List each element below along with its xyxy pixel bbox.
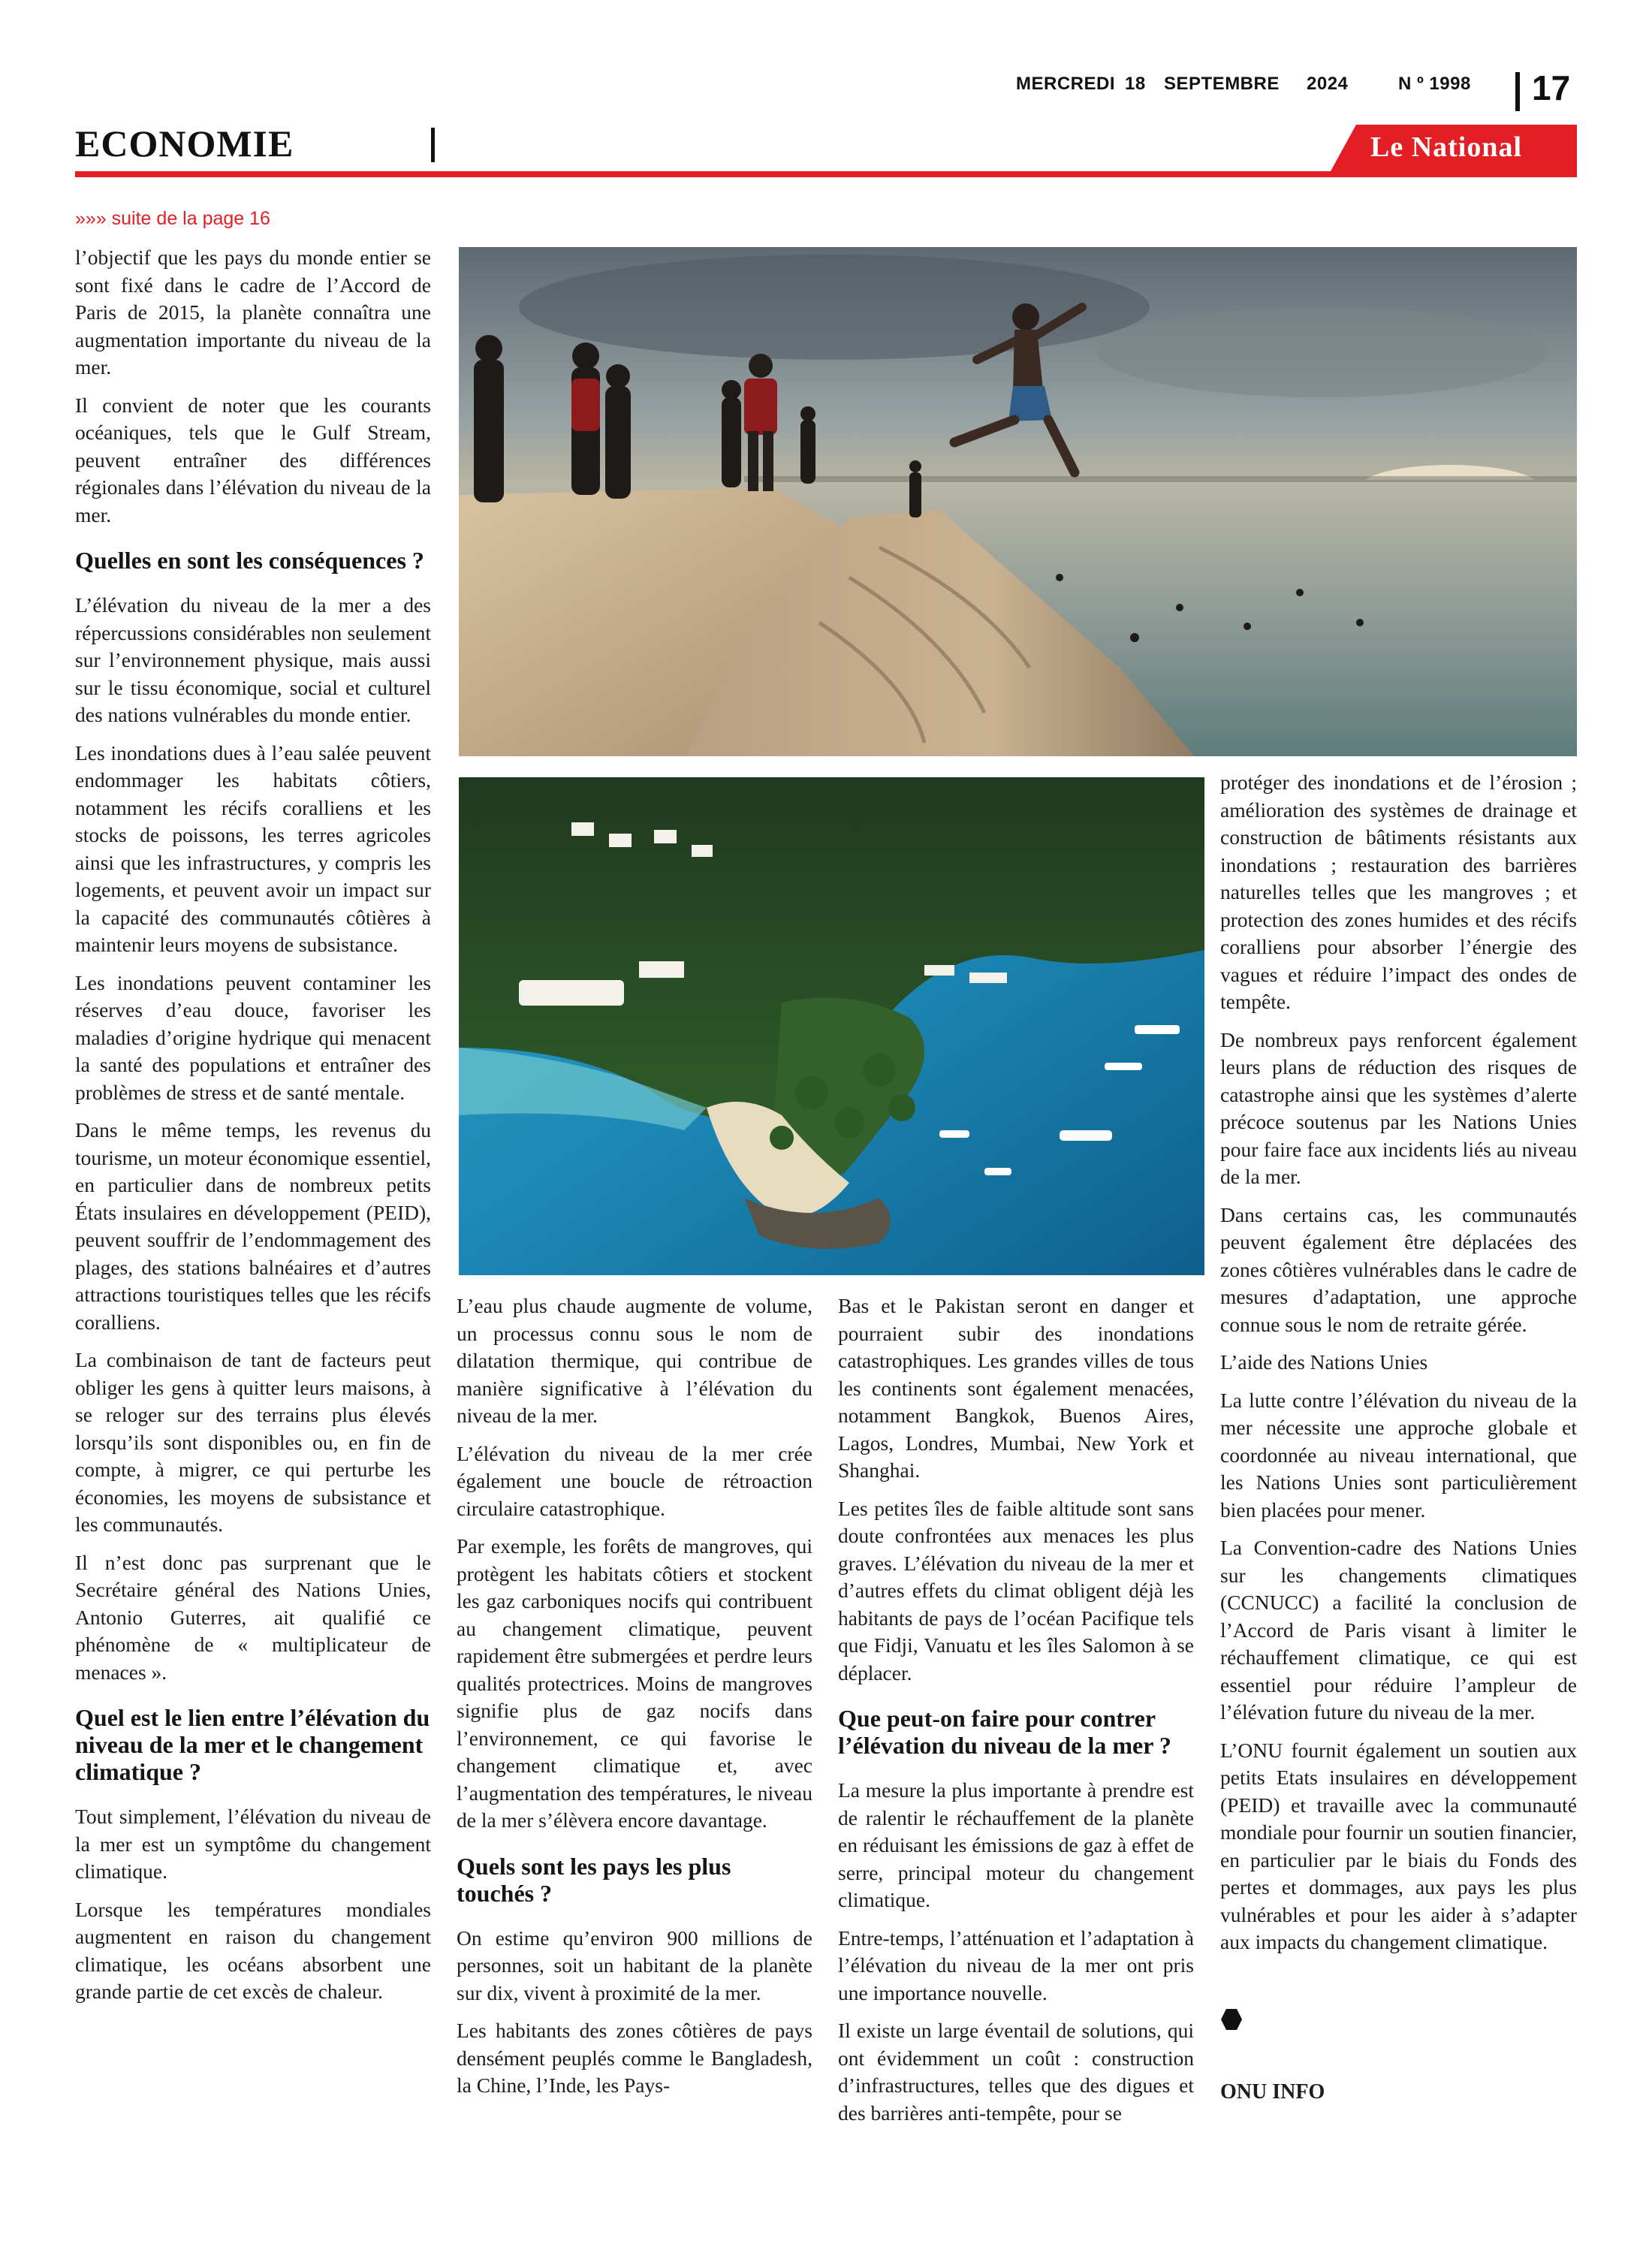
continuation-note: »»» suite de la page 16 — [75, 208, 270, 229]
date-year: 2024 — [1307, 74, 1349, 94]
subheading-consequences: Quelles en sont les conséquences ? — [75, 547, 424, 574]
date-number: 18 — [1125, 74, 1146, 94]
article-paragraph: L’élévation du niveau de la mer crée également une boucle de rétroaction circulaire catastrophique. — [457, 1441, 812, 1520]
article-paragraph: Lorsque les températures mondiales augmentent en raison du changement climatique, les océans absorbent une grande partie de cet excès de chaleur. — [75, 1897, 431, 2003]
article-paragraph: Il n’est donc pas surprenant que le Secrétaire général des Nations Unies, Antonio Guterres, ait qualifié ce phénomène de « multiplicateur de menaces ». — [75, 1550, 431, 1684]
article-paragraph: protéger des inondations et de l’érosion ; amélioration des systèmes de drainage et construction de bâtiments résistants aux inondations ; restauration des barrières naturelles telles que les mangroves ; et protection des zones humides et des récifs coralliens pour absorber l’énergie des vagues et réduire l’impact des ondes de tempête. — [1220, 771, 1577, 1013]
beach-sunset-photo — [459, 247, 1577, 756]
date-month: SEPTEMBRE — [1164, 74, 1280, 94]
brand-name: Le National — [1370, 131, 1523, 163]
article-paragraph: Entre-temps, l’atténuation et l’adaptation à l’élévation du niveau de la mer ont pris une importance nouvelle. — [838, 1926, 1194, 2004]
article-paragraph: Les petites îles de faible altitude sont sans doute confrontées aux menaces les plus graves. L’élévation du niveau de la mer et d’autres effets du climat obligent déjà les habitants de pays de l’océan Pacifique tels que Fidji, Vanuatu et les îles Salomon à se déplacer. — [838, 1496, 1194, 1684]
section-title: ECONOMIE — [75, 122, 294, 164]
article-paragraph: Les inondations dues à l’eau salée peuvent endommager les habitats côtiers, notamment les récifs coralliens et les stocks de poissons, les terres agricoles ainsi que les infrastructures, y compris les logements, et peuvent avoir un impact sur la capacité des communautés côtières à maintenir leurs moyens de subsistance. — [75, 740, 431, 956]
article-paragraph: Dans certains cas, les communautés peuvent également être déplacées des zones côtières vulnérables dans le cadre de mesures d’adaptation, une approche connue sous le nom de retraite gérée. — [1220, 1202, 1577, 1336]
date-day: MERCREDI — [1016, 74, 1116, 94]
article-paragraph: Les inondations peuvent contaminer les réserves d’eau douce, favoriser les maladies d’origine hydrique qui menacent la santé des populations et entraîner des problèmes de stress et de santé mentale. — [75, 970, 431, 1104]
island-aerial-illustration — [459, 777, 1204, 1275]
article-paragraph: On estime qu’environ 900 millions de personnes, soit un habitant de la planète sur dix, vivent à proximité de la mer. — [457, 1926, 812, 2004]
article-paragraph: Tout simplement, l’élévation du niveau de la mer est un symptôme du changement climatique. — [75, 1805, 431, 1883]
article-paragraph: L’eau plus chaude augmente de volume, un processus connu sous le nom de dilatation thermique, qui contribue de manière significative à l’élévation du niveau de la mer. — [457, 1294, 812, 1427]
article-paragraph: Les habitants des zones côtières de pays densément peuplés comme le Bangladesh, la Chine, l’Inde, les Pays- — [457, 2019, 812, 2097]
island-aerial-photo — [459, 777, 1204, 1275]
column-2 — [457, 1292, 812, 2110]
article-paragraph: De nombreux pays renforcent également leurs plans de réduction des risques de catastrophe ainsi que les systèmes d’alerte précoce soutenus par les Nations Unies pour faire face aux incidents liés au niveau de la mer. — [1220, 1027, 1577, 1188]
column-3 — [838, 1292, 1194, 2137]
subheading-what-to-do: Que peut-on faire pour contrer l’élévation du niveau de la mer ? — [838, 1705, 1171, 1759]
column-1 — [75, 244, 431, 2016]
column-4 — [1220, 769, 1577, 1967]
article-paragraph: L’ONU fournit également un soutien aux petits Etats insulaires en développement (PEID) et travaille avec la communauté mondiale pour fournir un soutien financier, en particulier par le biais du Fonds des pertes et dommages, aux pays les plus vulnérables et pour les aider à s’adapter aux impacts du changement climatique. — [1220, 1738, 1577, 1953]
article-paragraph: Dans le même temps, les revenus du tourisme, un moteur économique essentiel, en particulier dans de nombreux petits États insulaires en développement (PEID), peuvent souffrir de l’endommagement des plages, des stations balnéaires et d’autres attractions touristiques telles que les récifs coralliens. — [75, 1118, 431, 1334]
issue-number: N º 1998 — [1398, 74, 1471, 94]
article-paragraph: L’élévation du niveau de la mer a des répercussions considérables non seulement sur l’environnement physique, mais aussi sur le tissu économique, social et culturel des nations vulnérables du monde entier. — [75, 593, 431, 726]
article-paragraph: La Convention-cadre des Nations Unies sur les changements climatiques (CCNUCC) a facilité la conclusion de l’Accord de Paris visant à limiter le réchauffement climatique, ce qui est essentiel pour réduire l’ampleur de l’élévation future du niveau de la mer. — [1220, 1536, 1577, 1724]
end-of-article-icon — [1220, 2008, 1243, 2034]
page-number: 17 — [1532, 68, 1571, 107]
section-divider — [431, 128, 435, 162]
subheading-affected-countries: Quels sont les pays les plus touchés ? — [457, 1852, 731, 1907]
article-paragraph: La mesure la plus importante à prendre est de ralentir le réchauffement de la planète en réduisant les émissions de gaz à effet de serre, principal moteur du changement climatique. — [838, 1778, 1194, 1911]
page-number-divider — [1515, 72, 1520, 111]
article-paragraph: Bas et le Pakistan seront en danger et pourraient subir des inondations catastrophiques. Les grandes villes de tous les continents sont également menacées, notamment Bangkok, Buenos Aires, Lagos, Londres, Mumbai, New York et Shanghai. — [838, 1294, 1194, 1482]
article-paragraph: Il existe un large éventail de solutions, qui ont évidemment un coût : construction d’infrastructures, telles que des digues et des barrières anti-tempête, pour se — [838, 2019, 1194, 2125]
article-paragraph: Par exemple, les forêts de mangroves, qui protègent les habitats côtiers et stockent les gaz carboniques nocifs qui contribuent au changement climatique, peuvent rapidement être submergées et perdre leurs qualités protectrices. Moins de mangroves signifie plus de gaz nocifs dans l’environnement, ce qui favorise le changement climatique et, avec l’augmentation des températures, le niveau de la mer s’élèvera encore davantage. — [457, 1534, 812, 1832]
article-paragraph: La lutte contre l’élévation du niveau de la mer nécessite une approche globale et coordonnée au niveau international, que les Nations Unies sont particulièrement bien placées pour mener. — [1220, 1388, 1577, 1522]
article-source: ONU INFO — [1220, 2080, 1325, 2104]
article-paragraph: La combinaison de tant de facteurs peut obliger les gens à quitter leurs maisons, à se reloger sur des terrains plus élevés lorsqu’ils sont disponibles ou, en fin de compte, à migrer, ce qui perturbe les économies, les moyens de subsistance et les communautés. — [75, 1348, 431, 1536]
beach-sunset-illustration — [459, 247, 1577, 756]
header-rule — [75, 171, 1577, 177]
subheading-un-aid: L’aide des Nations Unies — [1220, 1350, 1428, 1374]
article-paragraph: l’objectif que les pays du monde entier se sont fixé dans le cadre de l’Accord de Paris de 2015, la planète connaîtra une augmentation importante du niveau de la mer. — [75, 246, 431, 379]
subheading-climate-link: Quel est le lien entre l’élévation du niveau de la mer et le changement climatique ? — [75, 1704, 430, 1785]
article-paragraph: Il convient de noter que les courants océaniques, tels que le Gulf Stream, peuvent entraîner des différences régionales dans l’élévation du niveau de la mer. — [75, 393, 431, 526]
